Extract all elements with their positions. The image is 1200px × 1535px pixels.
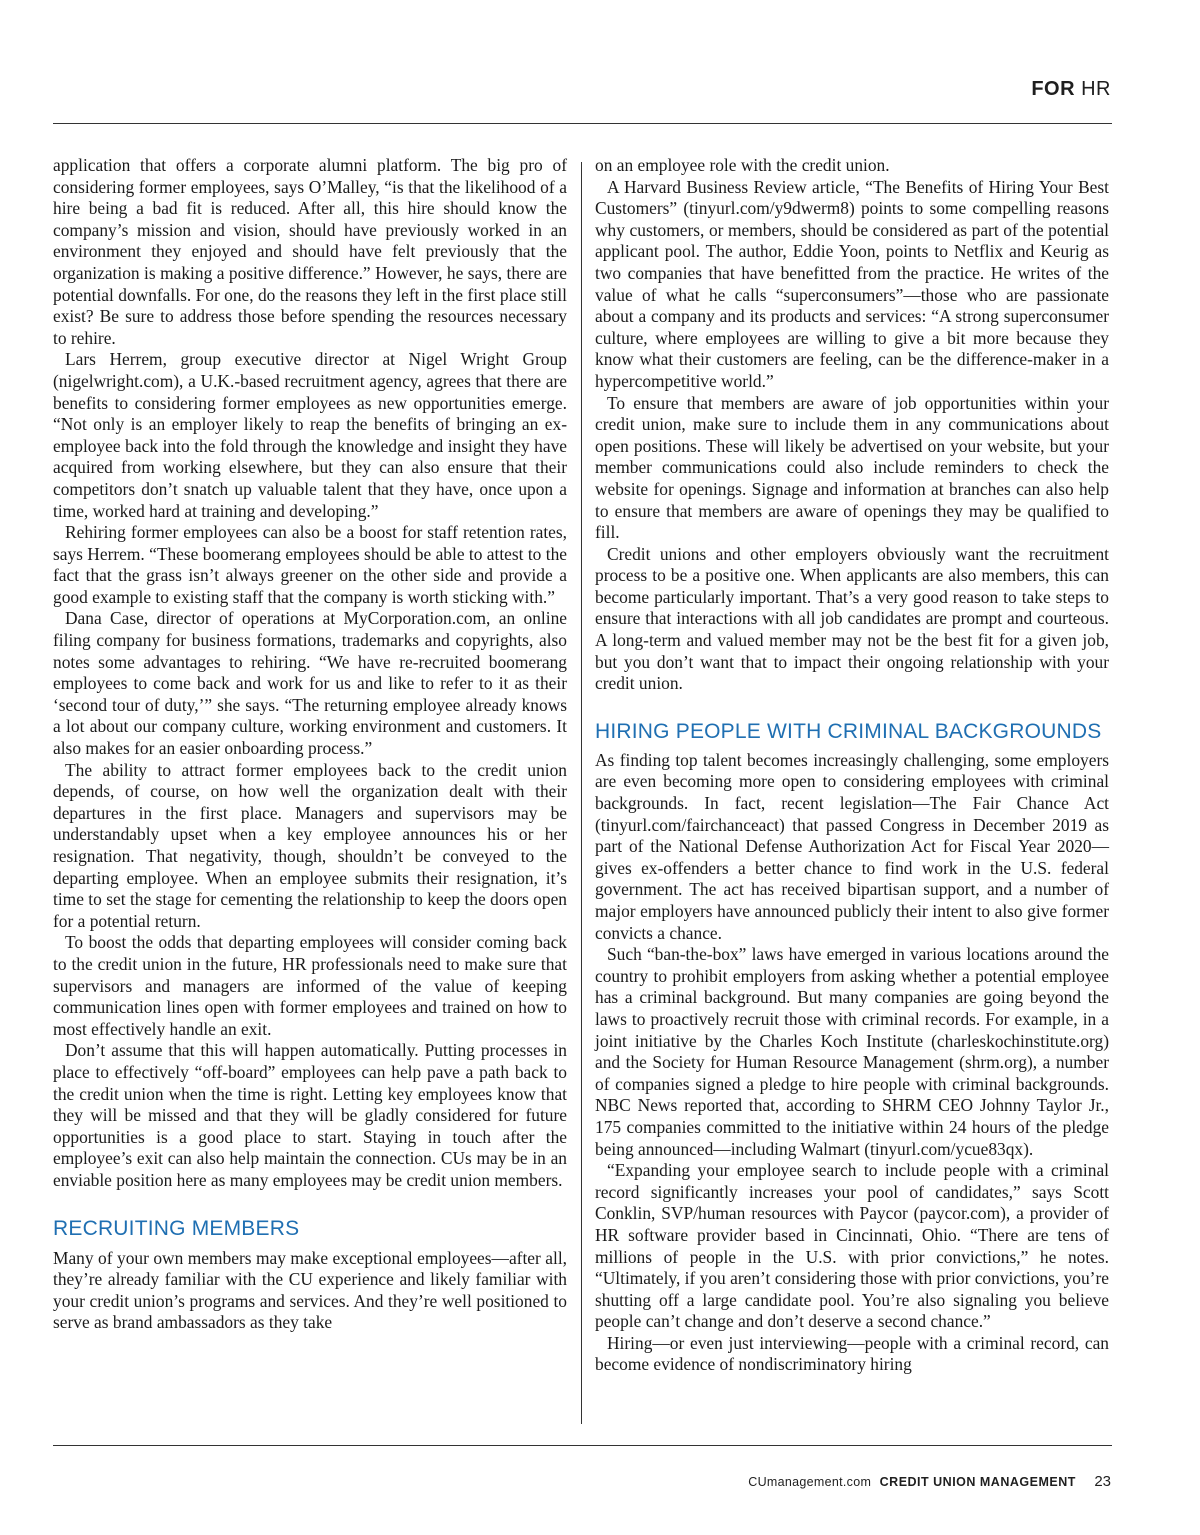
paragraph: Dana Case, director of operations at MyCorporation.com, an online filing company for business formations, trademarks and copyrights, also notes some advantages to rehiring. “We have re-recruited boomerang employees to come back and work for us and like to refer to it as their ‘second tour of duty,’” she says. “The returning employee already knows a lot about our company culture, working environment and customers. It also makes for an easier onboarding process.”: [53, 608, 567, 759]
paragraph: Credit unions and other employers obviously want the recruitment process to be a positive one. When applicants are also members, this can become particularly important. That’s a very good reason to take steps to ensure that interactions with all job candidates are prompt and courteous. A long-term and valued member may not be the best fit for a given job, but you don’t want that to impact their ongoing relationship with your credit union.: [595, 543, 1109, 694]
top-rule: [53, 123, 1112, 124]
paragraph: application that offers a corporate alumni platform. The big pro of considering former employees, says O’Malley, “is that the likelihood of a hire being a bad fit is reduced. After all, this hire should know the company’s mission and vision, should have previously worked in an environment they enjoyed and should have felt previously that the organization is making a positive difference.” However, he says, there are potential downfalls. For one, do the reasons they left in the first place still exist? Be sure to address those before spending the resources necessary to rehire.: [53, 155, 567, 348]
paragraph: on an employee role with the credit union.: [595, 155, 890, 175]
section-label: [1031, 78, 1111, 101]
paragraph: Many of your own members may make exceptional employees—after all, they’re already familiar with the CU experience and likely familiar with your credit union’s programs and services. And they’re well positioned to serve as brand ambassadors as they take: [53, 1247, 567, 1333]
section-label-bold: FOR: [1031, 78, 1076, 100]
section-label-regular: HR: [1081, 78, 1111, 100]
right-column: [595, 155, 1109, 1376]
left-column: [53, 155, 567, 1334]
paragraph: Lars Herrem, group executive director at Nigel Wright Group (nigelwright.com), a U.K.-based recruitment agency, agrees that there are benefits to considering former employees as new opportunities emerge. “Not only is an employer likely to reap the benefits of bringing an ex-employee back into the fold through the knowledge and insight they have acquired from working elsewhere, but they can also ensure that their competitors don’t snatch up valuable talent that they have, once upon a time, worked hard at training and developing.”: [53, 349, 567, 521]
footer-publication: CREDIT UNION MANAGEMENT: [879, 1475, 1076, 1489]
paragraph: To boost the odds that departing employees will consider coming back to the credit union in the future, HR professionals need to make sure that supervisors and managers are informed of the value of keeping communication lines open with former employees and trained on how to most effectively handle an exit.: [53, 932, 567, 1039]
paragraph: To ensure that members are aware of job opportunities within your credit union, make sure to include them in any communications about open positions. These will likely be advertised on your website, but your member communications could also include reminders to check the website for openings. Signage and information at branches can also help to ensure that members are aware of openings they may be qualified to fill.: [595, 392, 1109, 543]
page-number: 23: [1094, 1473, 1111, 1490]
paragraph: The ability to attract former employees back to the credit union depends, of course, on how well the organization dealt with their departures in the first place. Managers and supervisors may be understandably upset when a key employee announces his or her resignation. That negativity, though, shouldn’t be conveyed to the departing employee. When an employee submits their resignation, it’s time to set the stage for cementing the relationship to keep the doors open for a potential return.: [53, 759, 567, 931]
paragraph: “Expanding your employee search to include people with a criminal record significantly increases your pool of candidates,” says Scott Conklin, SVP/human resources with Paycor (paycor.com), a provider of HR software provider based in Cincinnati, Ohio. “There are tens of millions of people in the U.S. with prior convictions,” he notes. “Ultimately, if you aren’t considering those with prior convictions, you’re shutting off a large candidate pool. You’re also signaling you believe people can’t change and don’t deserve a second chance.”: [595, 1160, 1109, 1332]
paragraph: Such “ban-the-box” laws have emerged in various locations around the country to prohibit employers from asking whether a potential employee has a criminal background. But many companies are going beyond the laws to proactively recruit those with criminal records. For example, in a joint initiative by the Charles Koch Institute (charleskochinstitute.org) and the Society for Human Resource Management (shrm.org), a number of companies signed a pledge to hire people with criminal backgrounds. NBC News reported that, according to SHRM CEO Johnny Taylor Jr., 175 companies committed to the initiative within 24 hours of the pledge being announced—including Walmart (tinyurl.com/ycue83qx).: [595, 944, 1109, 1159]
bottom-rule: [53, 1445, 1112, 1446]
paragraph: As finding top talent becomes increasingly challenging, some employers are even becoming more open to considering employees with criminal backgrounds. In fact, recent legislation—The Fair Chance Act (tinyurl.com/fairchanceact) that passed Congress in December 2019 as part of the National Defense Authorization Act for Fiscal Year 2020—gives ex-offenders a better chance to find work in the U.S. federal government. The act has received bipartisan support, and a number of major employers have announced publicly their intent to also give former convicts a chance.: [595, 749, 1109, 943]
paragraph: A Harvard Business Review article, “The Benefits of Hiring Your Best Customers” (tinyurl.com/y9dwerm8) points to some compelling reasons why customers, or members, should be considered as part of the potential applicant pool. The author, Eddie Yoon, points to Netflix and Keurig as two companies that have benefitted from the practice. He writes of the value of what he calls “superconsumers”—those who are passionate about a company and its products and services: “A strong superconsumer culture, where employees are willing to give a bit more because they know what their customers are feeling, can be the difference-maker in a hypercompetitive world.”: [595, 176, 1109, 391]
paragraph: Don’t assume that this will happen automatically. Putting processes in place to effectively “off-board” employees can help pave a path back to the credit union when the time is right. Letting key employees know that they will be missed and that they will be gladly considered for future opportunities is a good place to start. Staying in touch after the employee’s exit can also help maintain the connection. CUs may be in an enviable position here as many employees may be credit union members.: [53, 1040, 567, 1190]
footer-website: CUmanagement.com: [748, 1475, 872, 1489]
subhead-criminal-backgrounds: HIRING PEOPLE WITH CRIMINAL BACKGROUNDS: [595, 719, 1102, 743]
paragraph: Hiring—or even just interviewing—people with a criminal record, can become evidence of nondiscriminatory hiring: [595, 1332, 1109, 1375]
paragraph: Rehiring former employees can also be a boost for staff retention rates, says Herrem. “These boomerang employees should be able to attest to the fact that the grass isn’t always greener on the other side and provide a good example to existing staff that the company is worth sticking with.”: [53, 522, 567, 607]
column-divider: [581, 162, 582, 1424]
page-footer: [748, 1473, 1111, 1491]
subhead-recruiting-members: RECRUITING MEMBERS: [53, 1216, 300, 1240]
